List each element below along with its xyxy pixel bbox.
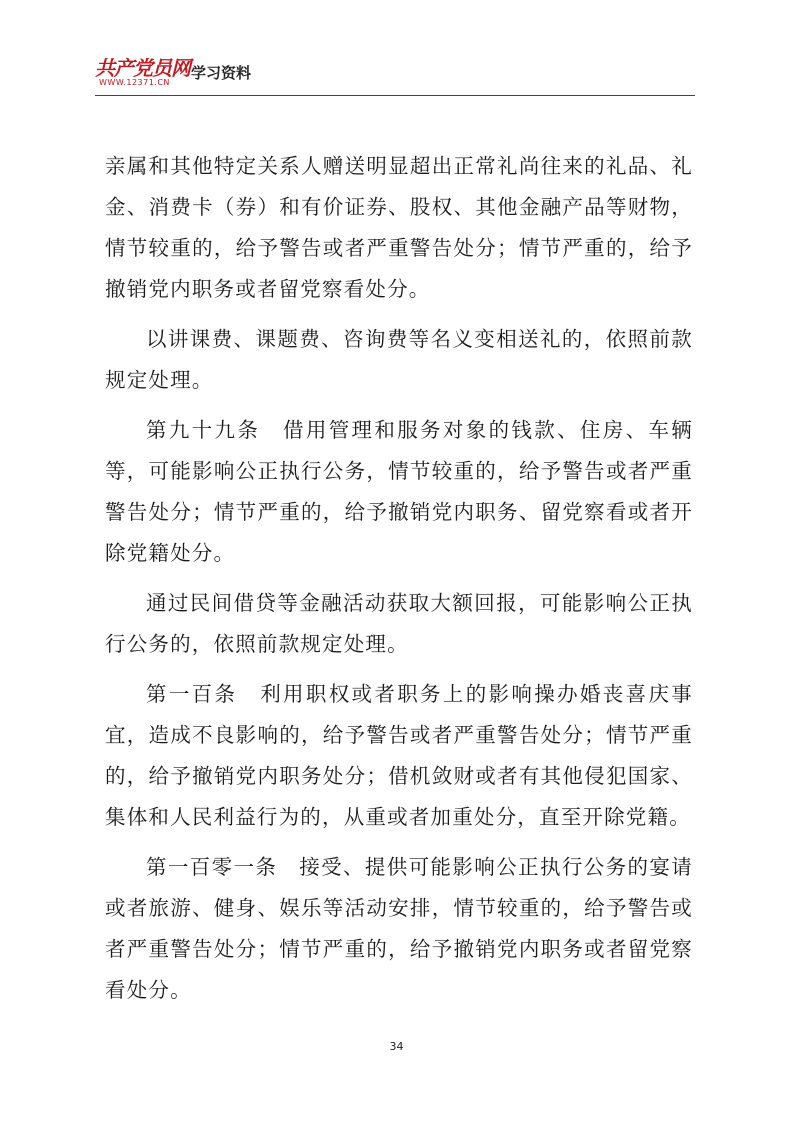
header-title: 学习资料 [191, 64, 252, 82]
paragraph: 第一百零一条 接受、提供可能影响公正执行公务的宴请或者旅游、健身、娱乐等活动安排，情节较重的，给予警告或者严重警告处分；情节严重的，给予撤销党内职务或者留党察看处分。 [105, 855, 693, 1002]
site-logo [95, 50, 190, 92]
paragraph: 亲属和其他特定关系人赠送明显超出正常礼尚往来的礼品、礼金、消费卡（券）和有价证券、股权、其他金融产品等财物，情节较重的，给予警告或者严重警告处分；情节严重的，给予撤销党内职务或者留党察看处分。 [105, 154, 693, 301]
paragraph: 以讲课费、课题费、咨询费等名义变相送礼的，依照前款规定处理。 [105, 327, 693, 392]
page-header [95, 50, 695, 96]
paragraph: 第九十九条 借用管理和服务对象的钱款、住房、车辆等，可能影响公正执行公务，情节较重的，给予警告或者严重警告处分；情节严重的，给予撤销党内职务、留党察看或者开除党籍处分。 [105, 418, 693, 565]
paragraph: 通过民间借贷等金融活动获取大额回报，可能影响公正执行公务的，依照前款规定处理。 [105, 591, 693, 656]
paragraph: 第一百条 利用职权或者职务上的影响操办婚丧喜庆事宜，造成不良影响的，给予警告或者严重警告处分；情节严重的，给予撤销党内职务处分；借机敛财或者有其他侵犯国家、集体和人民利益行为的，从重或者加重处分，直至开除党籍。 [105, 682, 693, 829]
logo-text: 共产党员网 [95, 56, 190, 80]
page-number: 34 [389, 1040, 404, 1053]
logo-url: WWW.12371.CN [99, 78, 170, 87]
header-divider [95, 95, 695, 96]
document-body [105, 146, 693, 1020]
